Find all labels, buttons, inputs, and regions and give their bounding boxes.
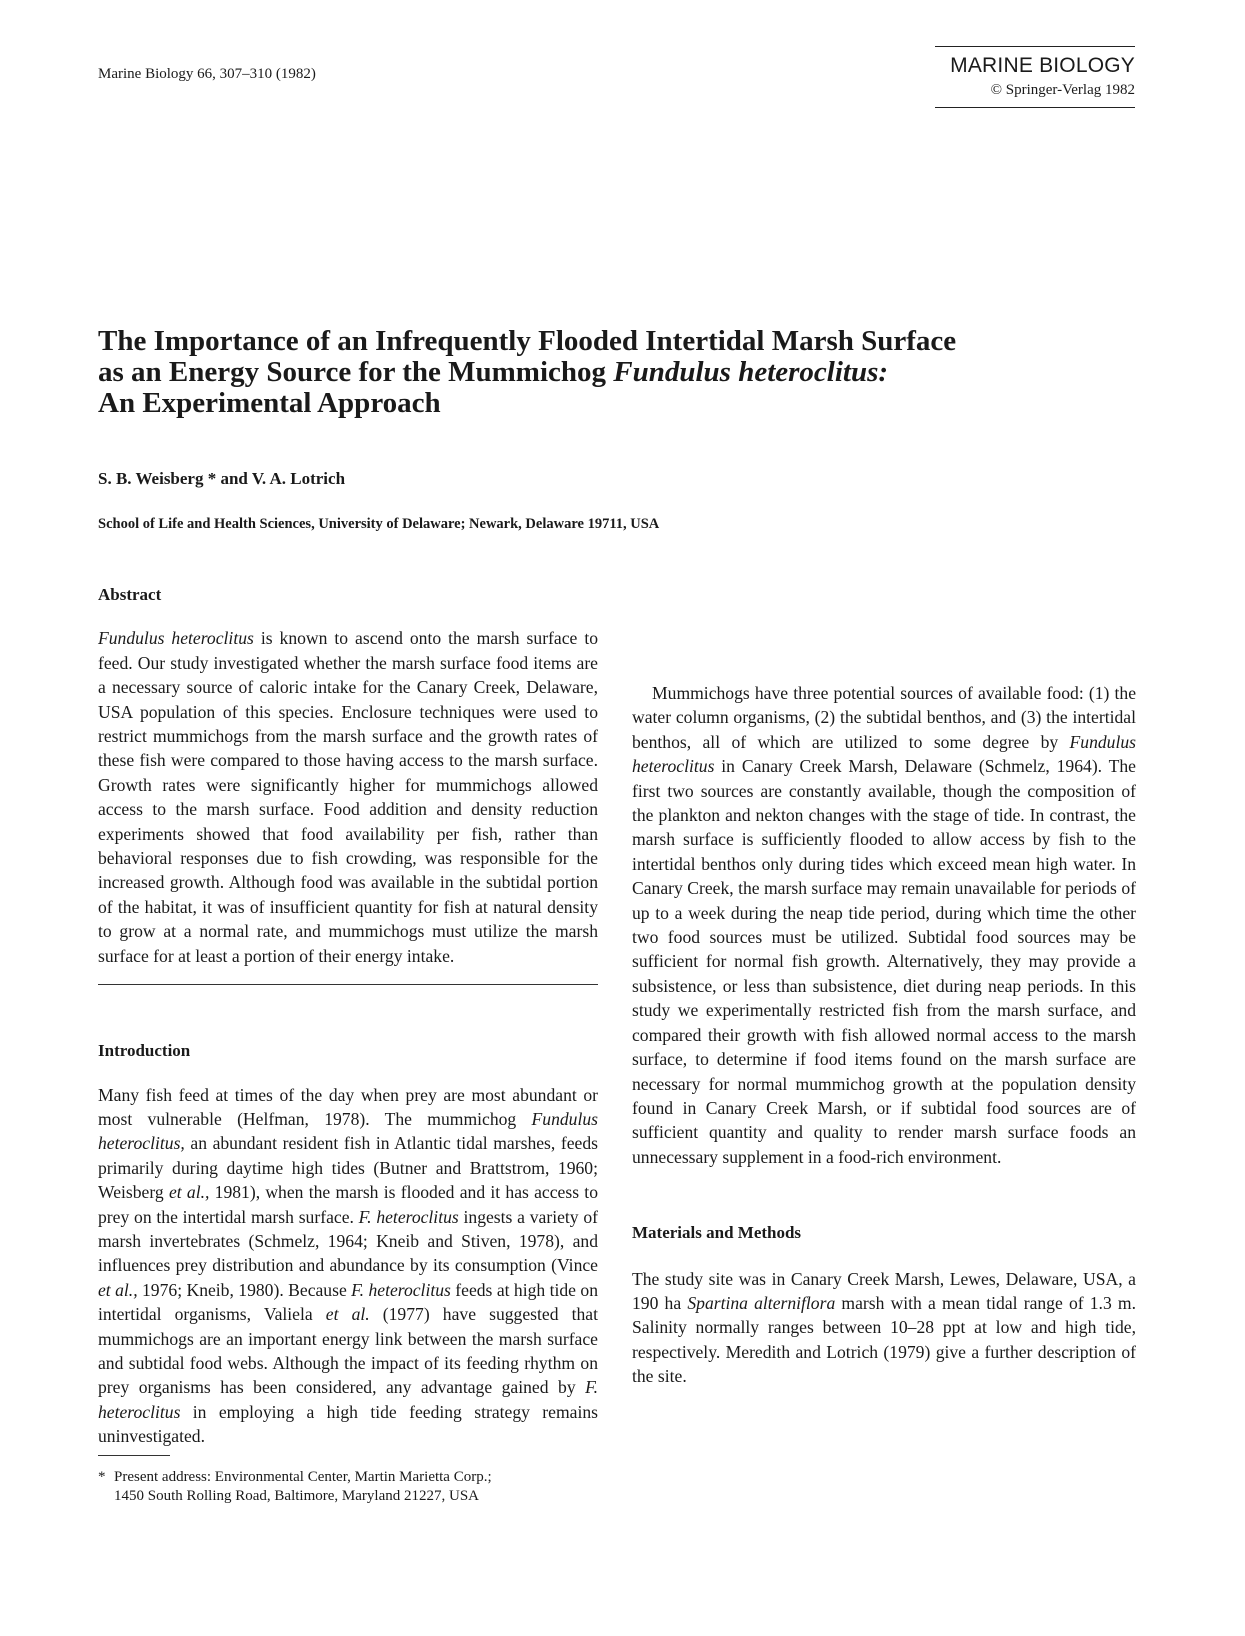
intro-etal: et al.,	[168, 1182, 210, 1203]
footnote-mark: *	[98, 1468, 106, 1485]
introduction-left-flow	[98, 1083, 598, 1447]
journal-brand	[935, 46, 1135, 108]
intro-text: ingests a variety of marsh invertebrates (Schmelz, 1964; Kneib and Stiven, 1978), and influences prey distribution and abundance by its consumption (Vince	[98, 1206, 598, 1276]
intro-text: in Canary Creek Marsh, Delaware (Schmelz, 1964). The first two sources are constantly available, though the composition of the plankton and nekton changes with the stage of tide. In contrast, the marsh surface is sufficiently flooded to allow access by fish to the intertidal benthos only during tides which exceed mean high water. In Canary Creek, the marsh surface may remain unavailable for periods of up to a week during the neap tide period, during which time the other two food sources must be utilized. Subtidal food sources may be sufficient for normal fish growth. Alternatively, they may provide a subsistence, or less than subsistence, diet during neap periods. In this study we experimentally restricted fish from the marsh surface, and compared their growth with fish allowed normal access to the marsh surface, to determine if food items found on the marsh surface are necessary for normal mummichog growth at the population density found in Canary Creek Marsh, or if subtidal food sources are of sufficient quantity and quality to render marsh surface foods an unnecessary supplement in a food-rich environment.	[632, 756, 1136, 1167]
intro-species: F. heteroclitus	[351, 1279, 451, 1300]
methods-text: The study site was in Canary Creek Marsh, Lewes, Delaware, USA, a 190 ha	[632, 1268, 1136, 1313]
intro-text: feeds at high tide on intertidal organisms, Valiela	[98, 1279, 598, 1325]
right-column	[632, 583, 1136, 1389]
author-list: S. B. Weisberg * and V. A. Lotrich	[98, 469, 346, 488]
intro-etal: et al.,	[98, 1279, 138, 1300]
abstract-divider	[98, 984, 598, 985]
intro-text: 1981), when the marsh is flooded and it has access to prey on the intertidal marsh surface.	[98, 1182, 598, 1227]
intro-species: Fundulus heteroclitus,	[98, 1108, 598, 1154]
brand-bottom-rule	[935, 107, 1135, 108]
journal-name: MARINE BIOLOGY	[950, 54, 1135, 77]
footnote-rule	[98, 1455, 170, 1456]
intro-text: 1976; Kneib, 1980). Because	[137, 1279, 352, 1300]
methods-paragraph-1	[632, 1267, 1136, 1389]
abstract-species: Fundulus heteroclitus	[98, 628, 254, 649]
title-line-1: The Importance of an Infrequently Flooded Intertidal Marsh Surface	[98, 325, 957, 357]
introduction-paragraph-2	[632, 681, 1136, 1169]
intro-species: Fundulus heteroclitus	[632, 731, 1136, 777]
affiliation: School of Life and Health Sciences, University of Delaware; Newark, Delaware 19711, USA	[98, 516, 660, 532]
article-title	[98, 326, 1058, 419]
intro-text: Many fish feed at times of the day when prey are most abundant or most vulnerable (Helfman, 1978). The mummichog	[98, 1084, 598, 1129]
abstract-text: is known to ascend onto the marsh surface to feed. Our study investigated whether the marsh surface food items are a necessary source of caloric intake for the Canary Creek, Delaware, USA population of this species. Enclosure techniques were used to restrict mummichogs from the marsh surface and the growth rates of these fish were compared to those having access to the marsh surface. Growth rates were significantly higher for mummichogs allowed access to the marsh surface. Food addition and density reduction experiments showed that food availability per fish, rather than behavioral responses due to fish crowding, was responsible for the increased growth. Although food was available in the subtidal portion of the habitat, it was of insufficient quantity for fish at natural density to grow at a normal rate, and mummichogs must utilize the marsh surface for at least a portion of their energy intake.	[98, 628, 599, 966]
title-line-2	[98, 357, 1058, 388]
introduction-heading: Introduction	[98, 1041, 191, 1061]
intro-text: (1977) have suggested that mummichogs are an important energy link between the marsh surface and subtidal food webs. Although the impact of its feeding rhythm on prey organisms has been considered, any advantage gained by	[98, 1304, 598, 1398]
abstract-paragraph	[98, 626, 598, 968]
footnote-line-2: 1450 South Rolling Road, Baltimore, Maryland 21227, USA	[114, 1487, 479, 1504]
left-column	[98, 583, 598, 1506]
introduction-continued	[632, 583, 1136, 681]
intro-etal: et al.	[325, 1304, 370, 1325]
footnote	[98, 1468, 598, 1506]
methods-text: marsh with a mean tidal range of 1.3 m. Salinity normally ranges between 10–28 ppt at low and high tide, respectively. Meredith and Lotrich (1979) give a further description of the site.	[632, 1292, 1137, 1387]
intro-species: F. heteroclitus	[358, 1206, 459, 1227]
methods-species: Spartina alterniflora	[687, 1292, 836, 1313]
copyright-line: © Springer-Verlag 1982	[990, 82, 1135, 98]
title-species: Fundulus heteroclitus:	[613, 356, 889, 388]
brand-top-rule	[935, 46, 1135, 47]
intro-species: F. heteroclitus	[98, 1377, 598, 1422]
footnote-line-1: Present address: Environmental Center, Martin Marietta Corp.;	[114, 1468, 492, 1485]
intro-text: Mummichogs have three potential sources of available food: (1) the water column organisms, (2) the subtidal benthos, and (3) the intertidal benthos, all of which are utilized to some degree by	[632, 683, 1136, 752]
title-line-3: An Experimental Approach	[98, 387, 441, 419]
introduction-paragraph-1	[98, 1083, 598, 1447]
title-line-2-text: as an Energy Source for the Mummichog	[98, 356, 614, 388]
abstract-heading: Abstract	[98, 585, 162, 604]
journal-citation: Marine Biology 66, 307–310 (1982)	[98, 66, 316, 82]
intro-text: in employing a high tide feeding strategy remains uninvestigated.	[98, 1401, 598, 1447]
methods-heading: Materials and Methods	[632, 1223, 802, 1243]
intro-text: an abundant resident fish in Atlantic tidal marshes, feeds primarily during daytime high tides (Butner and Brattstrom, 1960; Weisberg	[98, 1133, 598, 1203]
